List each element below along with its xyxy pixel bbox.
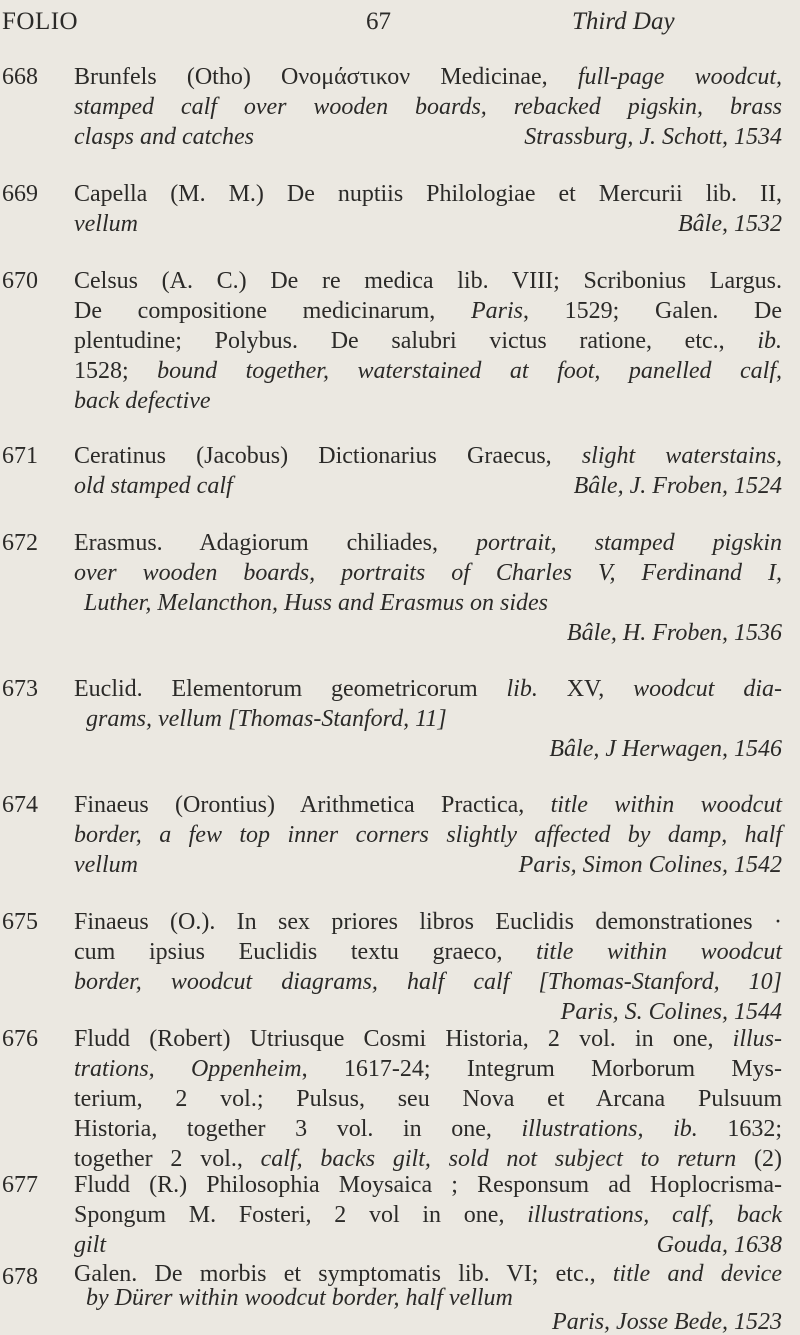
lot-description xyxy=(74,790,782,880)
lot-line: old stamped calf Bâle, J. Froben, 1524 xyxy=(74,473,782,499)
lot-line: border, woodcut diagrams, half calf [Thomas-Stanford, 10] xyxy=(74,969,782,995)
lot-line: Capella (M. M.) De nuptiis Philologiae et Mercurii lib. II, xyxy=(74,181,782,207)
lot-line: Galen. De morbis et symptomatis lib. VI; etc., title and device xyxy=(74,1261,782,1287)
lot-number: 678 xyxy=(2,1264,38,1290)
lot-line: Bâle, J Herwagen, 1546 xyxy=(549,736,782,762)
lot-number: 672 xyxy=(2,530,38,556)
lot-description xyxy=(74,441,782,501)
lot-line: over wooden boards, portraits of Charles V, Ferdinand I, xyxy=(74,560,782,586)
lot-line: grams, vellum [Thomas-Stanford, 11] xyxy=(86,706,447,732)
lot-line: back defective xyxy=(74,388,211,414)
lot-line: Bâle, H. Froben, 1536 xyxy=(566,620,782,646)
page-header xyxy=(0,8,800,48)
lot-line: Finaeus (Orontius) Arithmetica Practica, title within woodcut xyxy=(74,792,782,818)
lot-description xyxy=(74,62,782,152)
lot-line: Euclid. Elementorum geometricorum lib. XV, woodcut dia- xyxy=(74,676,782,702)
header-folio: FOLIO xyxy=(2,8,79,35)
lot-description xyxy=(74,179,782,239)
header-page-number: 67 xyxy=(366,8,391,35)
lot-line: stamped calf over wooden boards, rebacked pigskin, brass xyxy=(74,94,782,120)
lot-line: Fludd (Robert) Utriusque Cosmi Historia, 2 vol. in one, illus- xyxy=(74,1026,782,1052)
header-day: Third Day xyxy=(572,8,675,35)
lot-line: trations, Oppenheim, 1617-24; Integrum Morborum Mys- xyxy=(74,1056,783,1082)
lot-line: Fludd (R.) Philosophia Moysaica ; Responsum ad Hoplocrisma- xyxy=(74,1172,782,1198)
lot-description xyxy=(74,1170,782,1260)
lot-line: 1528; bound together, waterstained at foot, panelled calf, xyxy=(74,358,782,384)
lot-number: 671 xyxy=(2,443,38,469)
lot-line: Celsus (A. C.) De re medica lib. VIII; Scribonius Largus. xyxy=(74,268,782,294)
lot-line: Ceratinus (Jacobus) Dictionarius Graecus, slight waterstains, xyxy=(74,443,782,469)
lot-line: Erasmus. Adagiorum chiliades, portrait, stamped pigskin xyxy=(74,530,782,556)
lot-line: Paris, Josse Bede, 1523 xyxy=(552,1309,782,1335)
lot-description xyxy=(74,1024,782,1174)
lot-number: 668 xyxy=(2,64,38,90)
lot-line: clasps and catches Strassburg, J. Schott, 1534 xyxy=(74,124,782,150)
lot-line: plentudine; Polybus. De salubri victus ratione, etc., ib. xyxy=(74,328,782,354)
lot-line: Spongum M. Fosteri, 2 vol in one, illustrations, calf, back xyxy=(74,1202,783,1228)
lot-number: 676 xyxy=(2,1026,38,1052)
lot-line: terium, 2 vol.; Pulsus, seu Nova et Arcana Pulsuum xyxy=(74,1086,782,1112)
lot-line: by Dürer within woodcut border, half vellum xyxy=(86,1285,513,1311)
lot-number: 669 xyxy=(2,181,38,207)
lot-line: Historia, together 3 vol. in one, illustrations, ib. 1632; xyxy=(74,1116,782,1142)
lot-number: 670 xyxy=(2,268,38,294)
lot-line: together 2 vol., calf, backs gilt, sold not subject to return (2) xyxy=(74,1146,782,1172)
lot-line: Paris, S. Colines, 1544 xyxy=(560,999,782,1025)
lot-number: 675 xyxy=(2,909,38,935)
lot-description xyxy=(74,674,782,764)
lot-line: cum ipsius Euclidis textu graeco, title within woodcut xyxy=(74,939,782,965)
lot-line: border, a few top inner corners slightly affected by damp, half xyxy=(74,822,782,848)
lot-description xyxy=(74,528,782,648)
lot-description xyxy=(74,266,782,416)
lot-line: Brunfels (Otho) Ονομάστικον Medicinae, full-page woodcut, xyxy=(74,64,782,90)
lot-number: 674 xyxy=(2,792,38,818)
lot-line: De compositione medicinarum, Paris, 1529; Galen. De xyxy=(74,298,782,324)
lot-number: 677 xyxy=(2,1172,38,1198)
lot-line: gilt Gouda, 1638 xyxy=(74,1232,782,1258)
lot-line: Luther, Melancthon, Huss and Erasmus on sides xyxy=(84,590,549,616)
lot-description xyxy=(74,1262,782,1334)
lot-line: vellum Bâle, 1532 xyxy=(74,211,782,237)
lot-description xyxy=(74,907,782,1027)
lot-line: vellum Paris, Simon Colines, 1542 xyxy=(74,852,782,878)
lot-number: 673 xyxy=(2,676,38,702)
lot-line: Finaeus (O.). In sex priores libros Euclidis demonstrationes · xyxy=(74,909,782,935)
